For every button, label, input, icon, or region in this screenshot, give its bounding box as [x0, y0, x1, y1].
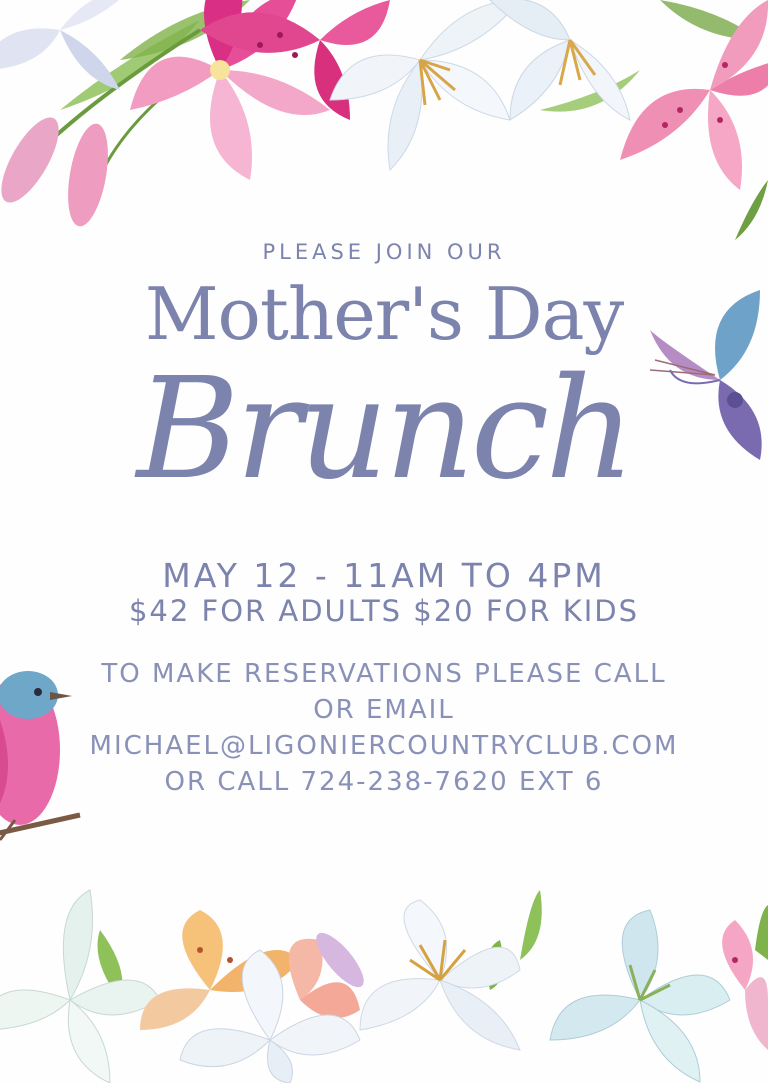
event-headline: Mother's Day — [144, 272, 624, 356]
reservation-line: TO MAKE RESERVATIONS PLEASE CALL — [101, 659, 667, 689]
event-pricing: $42 FOR ADULTS $20 FOR KIDS — [128, 594, 640, 628]
reservation-phone: OR CALL 724-238-7620 EXT 6 — [164, 767, 604, 797]
event-date-time: MAY 12 - 11AM TO 4PM — [162, 556, 606, 595]
invite-intro: PLEASE JOIN OUR — [262, 240, 506, 264]
top-floral-border — [0, 0, 768, 240]
reservation-info — [0, 656, 768, 800]
bottom-floral-border — [0, 890, 768, 1083]
reservation-email: MICHAEL@LIGONIERCOUNTRYCLUB.COM — [89, 731, 679, 761]
event-script-title: Brunch — [136, 348, 632, 511]
reservation-line: OR EMAIL — [313, 695, 455, 725]
